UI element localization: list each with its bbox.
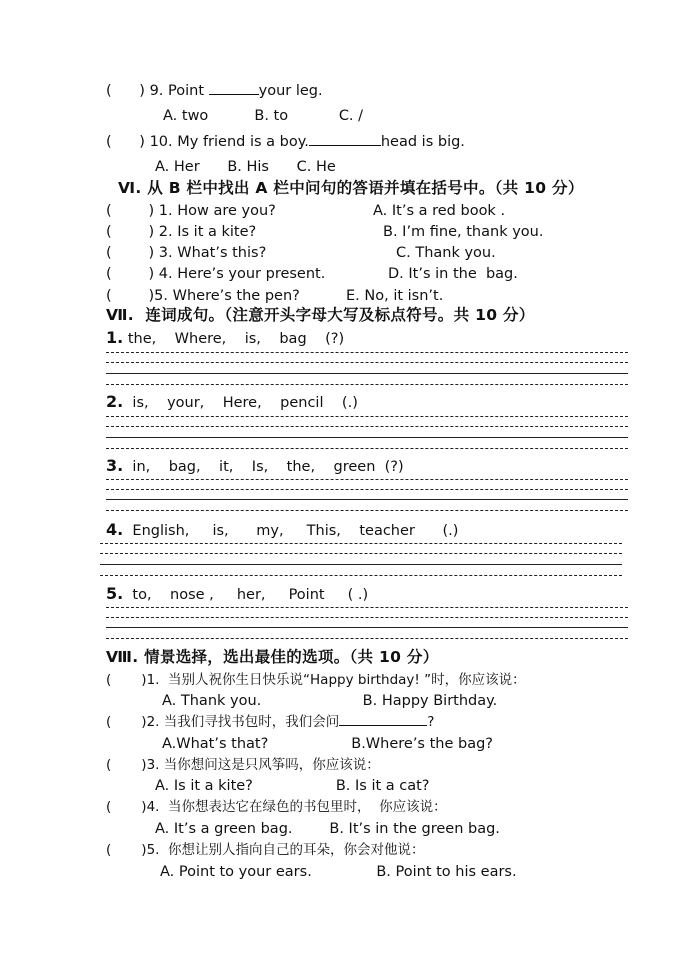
writing-line[interactable]	[106, 607, 628, 608]
sentence-number: 5.	[106, 584, 124, 603]
question-10-stem-end: head is big.	[380, 134, 465, 150]
writing-line[interactable]	[106, 384, 628, 385]
question-9-stem: ( ) 9. Point	[106, 83, 209, 99]
writing-line[interactable]	[106, 510, 628, 511]
section-8-options-2: A.What’s that? B.Where’s the bag?	[162, 736, 493, 752]
sentence-words: in, bag, it, Is, the, green (?)	[123, 459, 404, 475]
section-8-question-4: ( )4. 当你想表达它在绿色的书包里时， 你应该说：	[106, 799, 447, 815]
section-6-title: Ⅵ. 从 B 栏中找出 A 栏中问句的答语并填在括号中。（共 10 分）	[118, 179, 584, 197]
section-8-options-5: A. Point to your ears. B. Point to his ears.	[160, 864, 517, 880]
writing-line[interactable]	[100, 543, 622, 544]
section-8-question-1: ( )1. 当别人祝你生日快乐说“Happy birthday! ”时，你应该说：	[106, 672, 526, 688]
section-8-options-1: A. Thank you. B. Happy Birthday.	[162, 693, 498, 709]
writing-line[interactable]	[106, 362, 628, 363]
writing-line[interactable]	[100, 564, 622, 565]
sentence-4	[106, 521, 458, 540]
writing-line[interactable]	[100, 553, 622, 554]
writing-line[interactable]	[106, 416, 628, 417]
writing-line[interactable]	[106, 489, 628, 490]
sentence-number: 4.	[106, 520, 124, 539]
section-6-answer-d: D. It’s in the bag.	[388, 266, 518, 282]
answer-blank[interactable]	[309, 133, 381, 146]
writing-line[interactable]	[100, 575, 622, 576]
question-10-options: A. Her B. His C. He	[155, 159, 336, 175]
sentence-words: is, your, Here, pencil (.)	[123, 395, 358, 411]
writing-line[interactable]	[106, 426, 628, 427]
sentence-1	[106, 329, 344, 348]
sentence-number: 2.	[106, 392, 124, 411]
question-2-stem: ( )2. 当我们寻找书包时，我们会问	[106, 714, 340, 730]
writing-line[interactable]	[106, 448, 628, 449]
writing-line[interactable]	[106, 373, 628, 374]
section-6-question-1: ( ) 1. How are you?	[106, 203, 276, 219]
section-6-answer-c: C. Thank you.	[396, 245, 496, 261]
sentence-5	[106, 585, 368, 604]
answer-blank[interactable]	[339, 713, 427, 726]
sentence-number: 3.	[106, 456, 124, 475]
section-6-question-3: ( ) 3. What’s this?	[106, 245, 267, 261]
section-6-answer-e: E. No, it isn’t.	[346, 288, 444, 304]
section-8-options-4: A. It’s a green bag. B. It’s in the green bag.	[155, 821, 500, 837]
sentence-words: English, is, my, This, teacher (.)	[123, 523, 459, 539]
writing-line[interactable]	[106, 617, 628, 618]
section-6-answer-b: B. I’m fine, thank you.	[383, 224, 544, 240]
question-9-options: A. two B. to C. /	[163, 108, 364, 124]
writing-line[interactable]	[106, 499, 628, 500]
section-6-question-5: ( )5. Where’s the pen?	[106, 288, 300, 304]
question-9	[106, 82, 323, 100]
section-8-question-2	[106, 713, 434, 731]
writing-line[interactable]	[106, 627, 628, 628]
section-8-question-5: ( )5. 你想让别人指向自己的耳朵，你会对他说：	[106, 842, 425, 858]
section-6-answer-a: A. It’s a red book .	[373, 203, 506, 219]
writing-line[interactable]	[106, 352, 628, 353]
sentence-words: the, Where, is, bag (?)	[123, 331, 345, 347]
section-8-title: Ⅷ. 情景选择，选出最佳的选项。（共 10 分）	[106, 648, 439, 666]
sentence-3	[106, 457, 404, 476]
sentence-2	[106, 393, 358, 412]
sentence-number: 1.	[106, 328, 124, 347]
section-8-question-3: ( )3. 当你想问这是只风筝吗，你应该说：	[106, 757, 380, 773]
writing-line[interactable]	[106, 479, 628, 480]
question-2-stem-end: ?	[427, 714, 435, 730]
section-8-options-3: A. Is it a kite? B. Is it a cat?	[155, 778, 430, 794]
section-7-title: Ⅶ. 连词成句。（注意开头字母大写及标点符号。共 10 分）	[106, 306, 535, 324]
sentence-words: to, nose , her, Point ( .)	[123, 587, 369, 603]
writing-line[interactable]	[106, 437, 628, 438]
question-10-stem: ( ) 10. My friend is a boy.	[106, 134, 309, 150]
answer-blank[interactable]	[209, 82, 259, 95]
question-9-stem-end: your leg.	[258, 83, 323, 99]
question-10	[106, 133, 465, 151]
writing-line[interactable]	[106, 638, 628, 639]
section-6-question-2: ( ) 2. Is it a kite?	[106, 224, 257, 240]
section-6-question-4: ( ) 4. Here’s your present.	[106, 266, 326, 282]
